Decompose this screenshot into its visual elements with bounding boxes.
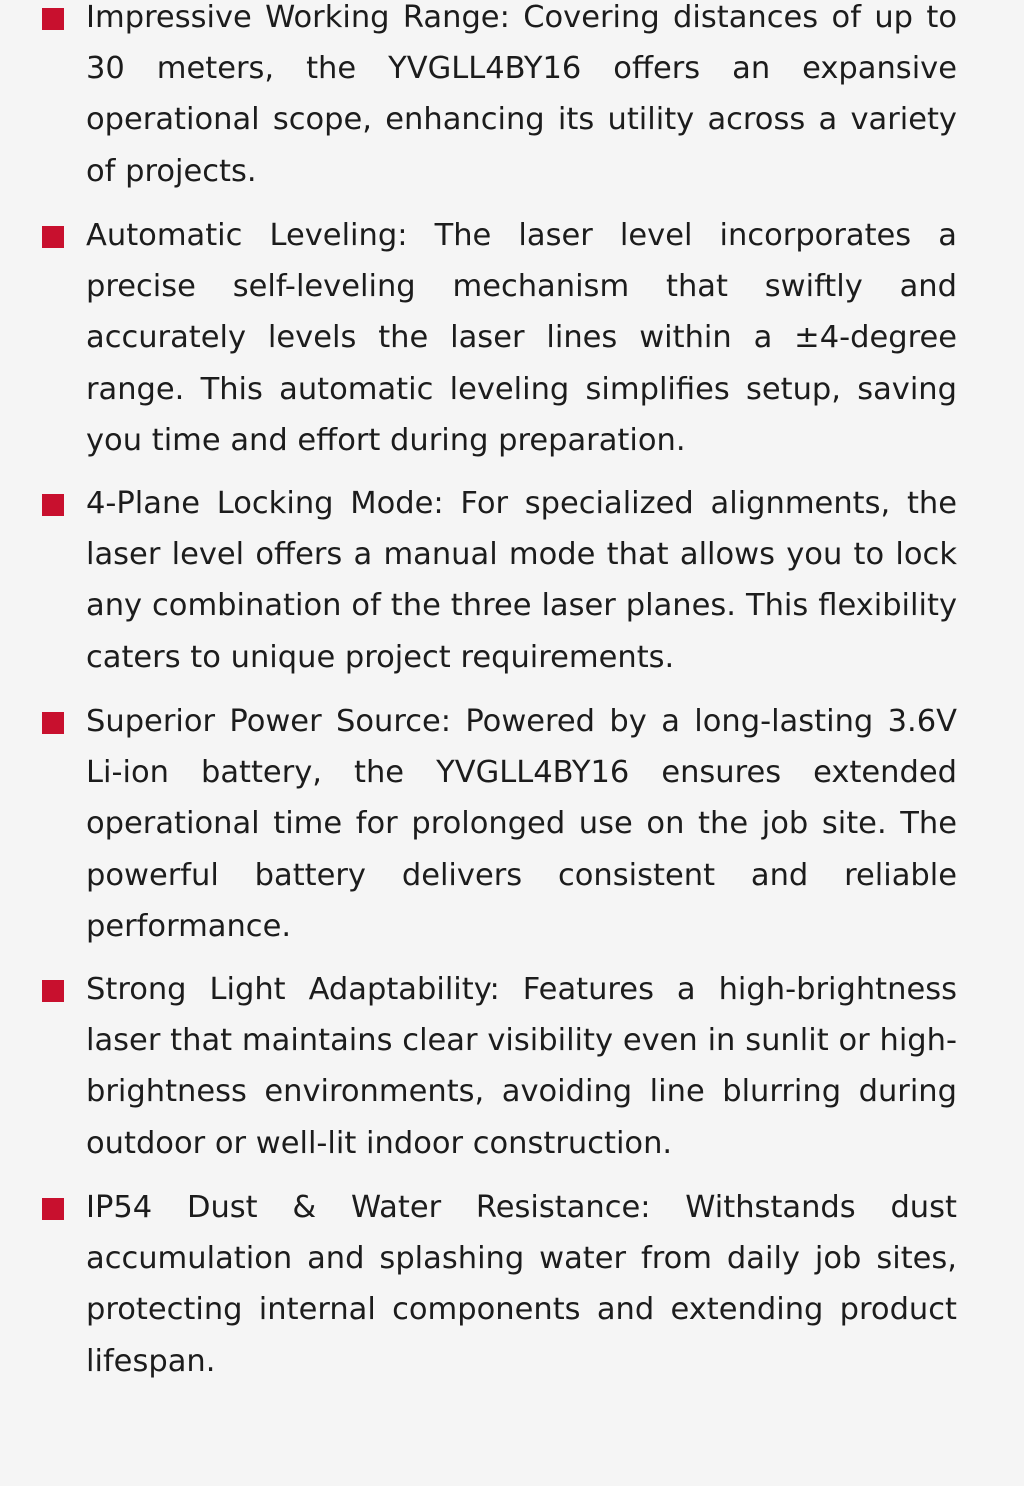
red-square-bullet-icon (42, 226, 64, 248)
feature-text-light-adaptability: Strong Light Adaptability: Features a high-brightness laser that maintains clear visibility even in sunlit or high-brightness environments, avoiding line blurring during outdoor or well-lit indoor construction. (86, 972, 957, 1161)
feature-text-dust-water-resistance: IP54 Dust & Water Resistance: Withstands dust accumulation and splashing water from daily job sites, protecting internal components and extending product lifespan. (86, 1190, 957, 1379)
red-square-bullet-icon (42, 980, 64, 1002)
feature-text-locking-mode: 4-Plane Locking Mode: For specialized alignments, the laser level offers a manual mode that allows you to lock any combination of the three laser planes. This flexibility caters to unique project requirements. (86, 486, 957, 675)
red-square-bullet-icon (42, 494, 64, 516)
red-square-bullet-icon (42, 1198, 64, 1220)
red-square-bullet-icon (42, 8, 64, 30)
feature-text-power-source: Superior Power Source: Powered by a long-lasting 3.6V Li-ion battery, the YVGLL4BY16 ensures extended operational time for prolonged use on the job site. The powerful battery delivers consistent and reliable performance. (86, 704, 957, 944)
feature-text-working-range: Impressive Working Range: Covering distances of up to 30 meters, the YVGLL4BY16 offers an expansive operational scope, enhancing its utility across a variety of projects. (86, 0, 957, 189)
feature-text-automatic-leveling: Automatic Leveling: The laser level incorporates a precise self-leveling mechanism that swiftly and accurately levels the laser lines within a ±4-degree range. This automatic leveling simplifies setup, saving you time and effort during preparation. (86, 218, 957, 458)
red-square-bullet-icon (42, 712, 64, 734)
